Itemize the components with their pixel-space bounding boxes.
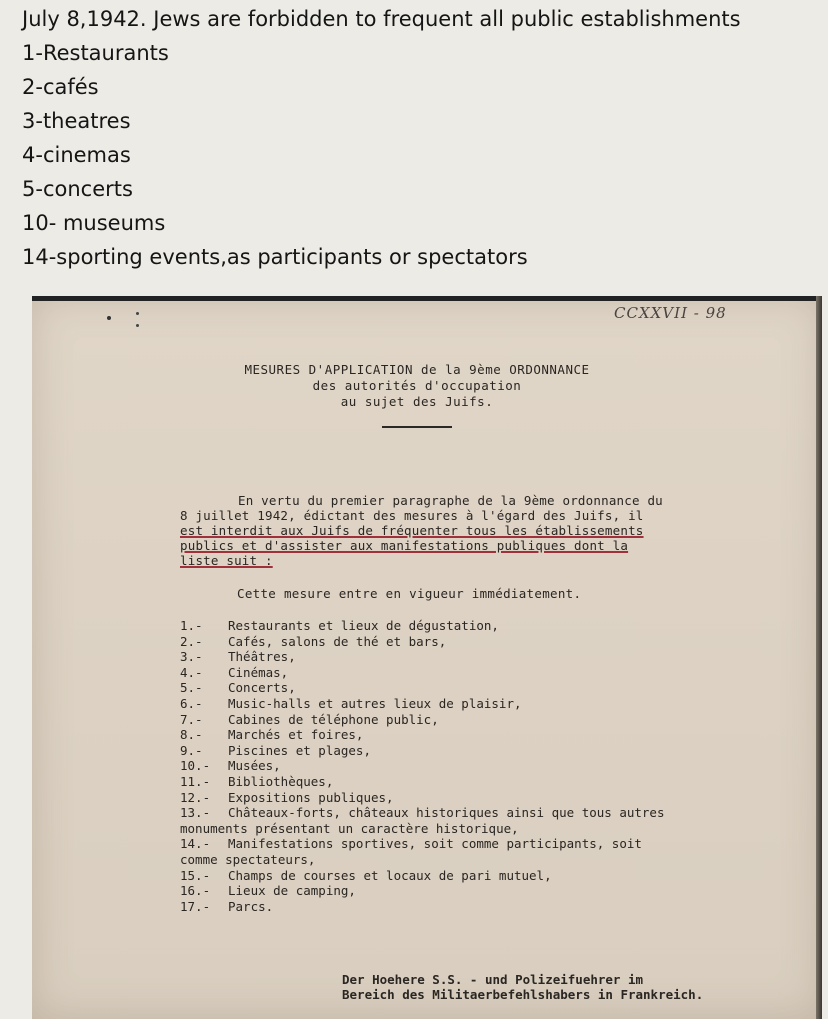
list-item-number: 3.- xyxy=(180,649,203,665)
list-item xyxy=(180,868,820,884)
list-item xyxy=(180,790,820,806)
list-item-text: Châteaux-forts, châteaux historiques ainsi que tous autres xyxy=(228,805,665,821)
list-item xyxy=(180,649,820,665)
list-item xyxy=(180,712,820,728)
list-item-text: Lieux de camping, xyxy=(228,883,356,899)
list-item-number: 10.- xyxy=(180,758,211,774)
intro-line: 8 juillet 1942, édictant des mesures à l'égard des Juifs, il xyxy=(180,508,644,523)
typewritten-document xyxy=(32,296,822,1019)
list-item-number: 14.- xyxy=(180,836,211,852)
list-item-number: 12.- xyxy=(180,789,211,805)
caption-item: 2-cafés xyxy=(22,75,99,99)
list-item-text: Manifestations sportives, soit comme participants, soit xyxy=(228,836,642,852)
document-top-edge xyxy=(32,296,822,301)
list-item-number: 2.- xyxy=(180,633,203,649)
list-item-text: Restaurants et lieux de dégustation, xyxy=(228,618,499,633)
list-item xyxy=(180,805,820,836)
list-item xyxy=(180,899,820,915)
list-item-line xyxy=(180,758,820,774)
list-item-number: 16.- xyxy=(180,883,211,899)
list-item-text: Cabines de téléphone public, xyxy=(228,711,439,727)
list-item-text: Bibliothèques, xyxy=(228,773,334,789)
list-item-text: Piscines et plages, xyxy=(228,742,371,758)
list-item-line xyxy=(180,727,820,743)
signature-block xyxy=(342,972,703,1002)
list-item-number: 8.- xyxy=(180,727,203,743)
archive-reference: CCXXVII - 98 xyxy=(614,304,727,322)
caption-heading: July 8,1942. Jews are forbidden to frequent all public establishments xyxy=(22,7,741,31)
list-item-text: Cinémas, xyxy=(228,664,289,680)
title-line: MESURES D'APPLICATION de la 9ème ORDONNANCE xyxy=(244,362,590,377)
list-item-line xyxy=(180,743,820,759)
list-item-line xyxy=(180,899,820,915)
title-line: au sujet des Juifs. xyxy=(340,394,494,409)
list-item-number: 9.- xyxy=(180,742,203,758)
list-item-text: Parcs. xyxy=(228,898,274,914)
list-item-text: Musées, xyxy=(228,758,281,774)
list-item xyxy=(180,883,820,899)
intro-line-underlined: publics et d'assister aux manifestations publiques dont la xyxy=(180,538,629,553)
caption-item: 3-theatres xyxy=(22,109,131,133)
caption xyxy=(22,2,822,274)
list-item-line xyxy=(180,618,820,634)
list-item xyxy=(180,618,820,634)
title-divider xyxy=(382,426,452,428)
intro-line-underlined: est interdit aux Juifs de fréquenter tous les établissements xyxy=(180,523,644,538)
intro-line: En vertu du premier paragraphe de la 9ème ordonnance du xyxy=(238,493,663,508)
list-item-text: Music-halls et autres lieux de plaisir, xyxy=(228,695,522,711)
list-item xyxy=(180,836,820,867)
caption-item: 10- museums xyxy=(22,211,166,235)
list-item-line xyxy=(180,696,820,712)
punch-mark xyxy=(136,312,139,315)
list-item-number: 5.- xyxy=(180,680,203,696)
list-item-line xyxy=(180,868,820,884)
signature-line: Bereich des Militaerbefehlshabers in Frankreich. xyxy=(342,987,704,1002)
list-item xyxy=(180,758,820,774)
document-title xyxy=(182,362,652,410)
list-item xyxy=(180,743,820,759)
list-item-text: Expositions publiques, xyxy=(228,789,394,805)
list-item-number: 13.- xyxy=(180,805,211,821)
list-item-line xyxy=(180,774,820,790)
list-item-line xyxy=(180,805,820,821)
list-item xyxy=(180,727,820,743)
list-item-number: 6.- xyxy=(180,695,203,711)
list-item-number: 1.- xyxy=(180,618,203,633)
punch-mark xyxy=(107,316,111,320)
intro-paragraph xyxy=(180,493,800,568)
effect-statement: Cette mesure entre en vigueur immédiatement. xyxy=(237,586,582,601)
caption-item: 1-Restaurants xyxy=(22,41,169,65)
intro-line-underlined: liste suit : xyxy=(180,553,273,568)
list-item-continuation: monuments présentant un caractère historique, xyxy=(180,820,519,836)
list-item-line xyxy=(180,836,820,852)
list-item xyxy=(180,696,820,712)
list-item xyxy=(180,774,820,790)
list-item xyxy=(180,665,820,681)
caption-item: 14-sporting events,as participants or spectators xyxy=(22,245,528,269)
caption-item: 4-cinemas xyxy=(22,143,131,167)
list-item xyxy=(180,634,820,650)
list-item-text: Concerts, xyxy=(228,680,296,696)
list-item-line xyxy=(180,649,820,665)
list-item-line xyxy=(180,680,820,696)
list-item-number: 15.- xyxy=(180,867,211,883)
list-item-number: 4.- xyxy=(180,664,203,680)
list-item-number: 7.- xyxy=(180,711,203,727)
signature-line: Der Hoehere S.S. - und Polizeifuehrer im xyxy=(342,972,644,987)
list-item-text: Cafés, salons de thé et bars, xyxy=(228,633,447,649)
list-item xyxy=(180,680,820,696)
list-item-number: 17.- xyxy=(180,898,211,914)
list-item-number: 11.- xyxy=(180,773,211,789)
prohibited-places-list xyxy=(180,618,820,914)
title-line: des autorités d'occupation xyxy=(312,378,522,393)
list-item-line xyxy=(180,790,820,806)
caption-item: 5-concerts xyxy=(22,177,133,201)
list-item-line xyxy=(180,883,820,899)
punch-mark xyxy=(136,324,139,327)
list-item-continuation: comme spectateurs, xyxy=(180,851,316,867)
list-item-line xyxy=(180,712,820,728)
list-item-line xyxy=(180,665,820,681)
list-item-text: Champs de courses et locaux de pari mutuel, xyxy=(228,867,552,883)
list-item-text: Théâtres, xyxy=(228,649,296,665)
list-item-line xyxy=(180,634,820,650)
list-item-text: Marchés et foires, xyxy=(228,727,364,743)
